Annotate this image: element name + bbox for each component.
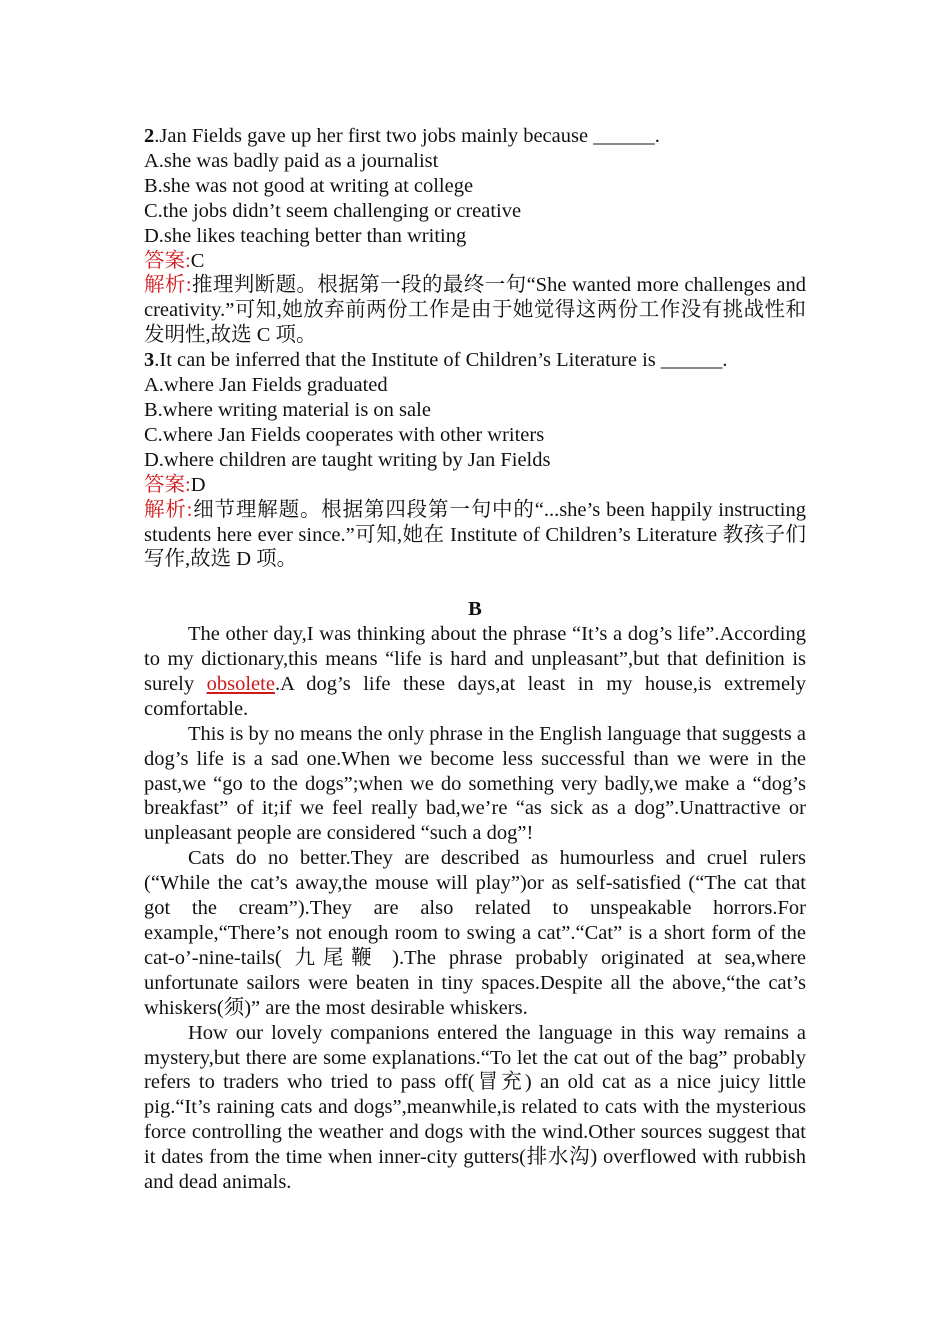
paragraph-text: .A dog’s life these days,at least in my house,is extremely comfortable.	[144, 672, 806, 720]
option-b: B.she was not good at writing at college	[144, 174, 474, 197]
paragraph-text: The other day,I was thinking about the phrase “It’s a dog’s life”.According to my dictionary,this means “life is hard and unpleasant”,but that definition is surely	[144, 623, 806, 695]
option-d: D.she likes teaching better than writing	[144, 224, 467, 247]
question-2	[144, 124, 806, 348]
option-c: C.where Jan Fields cooperates with other writers	[144, 423, 545, 446]
highlighted-keyword: obsolete	[206, 672, 275, 695]
analysis-label: 解析:	[144, 498, 193, 521]
answer-value: D	[190, 473, 206, 496]
document-page	[144, 124, 806, 1195]
analysis-text: 细节理解题。根据第四段第一句中的“...she’s been happily instructing students here ever since.”可知,她在 Institute of Children’s Literature 教孩子们写作,故选 D 项。	[144, 498, 806, 571]
passage-paragraph-4: How our lovely companions entered the language in this way remains a mystery,but there are some explanations.“To let the cat out of the bag” probably refers to traders who tried to pass off(冒充) an old cat as a nice juicy little pig.“It’s raining cats and dogs”,meanwhile,is related to cats with the mysterious force controlling the weather and dogs with the wind.Other sources suggest that it dates from the time when inner-city gutters(排水沟) overflowed with rubbish and dead animals.	[144, 1021, 806, 1194]
question-number: 3	[144, 349, 155, 372]
section-title: B	[468, 598, 482, 621]
answer-value: C	[190, 249, 205, 272]
option-a: A.she was badly paid as a journalist	[144, 149, 439, 172]
analysis-text: 推理判断题。根据第一段的最终一句“She wanted more challenges and creativity.”可知,她放弃前两份工作是由于她觉得这两份工作没有挑战性和发明性,故选 C 项。	[144, 274, 806, 347]
option-d: D.where children are taught writing by Jan Fields	[144, 448, 551, 471]
option-c: C.the jobs didn’t seem challenging or creative	[144, 199, 522, 222]
answer-label: 答案:	[144, 249, 191, 272]
question-stem	[144, 348, 806, 373]
question-stem	[144, 124, 806, 149]
analysis-paragraph	[144, 273, 806, 348]
question-3	[144, 348, 806, 572]
passage-b	[144, 597, 806, 1195]
analysis-paragraph	[144, 498, 806, 573]
question-text: .Jan Fields gave up her first two jobs mainly because ______.	[154, 125, 660, 147]
passage-paragraph-2: This is by no means the only phrase in the English language that suggests a dog’s life is a sad one.When we become less successful than we were in the past,we “go to the dogs”;when we do something very badly,we make a “dog’s breakfast” of it;if we feel really bad,we’re “as sick as a dog”.Unattractive or unpleasant people are considered “such a dog”!	[144, 722, 806, 845]
option-b: B.where writing material is on sale	[144, 398, 431, 421]
passage-paragraph-1	[144, 622, 806, 722]
question-text: .It can be inferred that the Institute of Children’s Literature is ______.	[154, 349, 728, 372]
answer-label: 答案:	[144, 473, 191, 496]
passage-paragraph-3: Cats do no better.They are described as humourless and cruel rulers (“While the cat’s away,the mouse will play”)or as self-satisfied (“The cat that got the cream”).They are also related to unspeakable horrors.For example,“There’s not enough room to swing a cat”.“Cat” is a short form of the cat-o’-nine-tails( 九尾鞭 ).The phrase probably originated at sea,where unfortunate sailors were beaten in tiny spaces.Despite all the above,“the cat’s whiskers(须)” are the most desirable whiskers.	[144, 847, 806, 1019]
answer-line	[144, 249, 806, 274]
answer-line	[144, 473, 806, 498]
question-number: 2	[144, 125, 155, 147]
analysis-label: 解析:	[144, 274, 192, 297]
option-a: A.where Jan Fields graduated	[144, 374, 388, 397]
